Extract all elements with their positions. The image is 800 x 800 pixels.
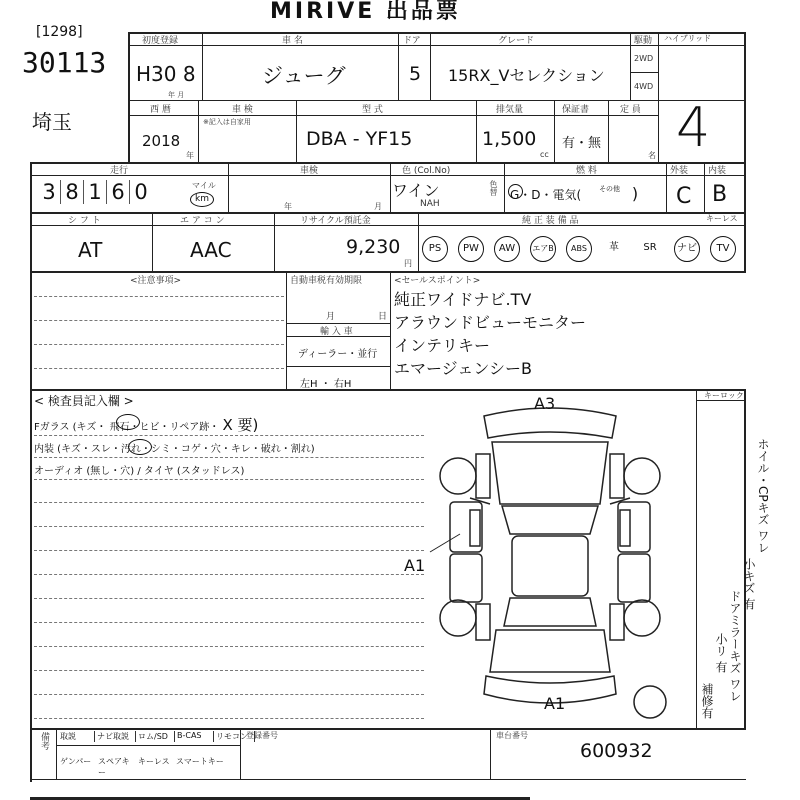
glass-stone-circle [116,414,140,430]
auto-tax-label: 自動車税有効期限 [290,276,363,286]
ext-value: C [676,184,692,209]
fuel-g-circle [508,184,523,199]
side-note: ドアミラーキズ ワレ [728,590,742,702]
equip-label: 純 正 装 備 品 [522,216,579,226]
recycle-unit: 円 [404,259,412,268]
footer-items-top [58,731,255,742]
warranty-value: 有・無 [562,136,602,151]
footer-item: リモコン [214,731,255,742]
shift-value: AT [78,238,103,262]
footer-item: ロム/SD [136,731,175,742]
equip-item: PW [458,236,484,262]
chassis-label: 車検 [300,166,319,176]
drive-small: ハイブリッド [664,34,712,43]
equip-item: 革 [609,242,619,253]
car-name-label: 車 名 [282,36,303,46]
side-note: 補修有 [700,683,714,719]
inspection-label: < 検査員記入欄 > [34,394,134,408]
side-notes [700,438,770,728]
glass-line-text: Fガラス (キズ・ 飛石・ヒビ・リペア跡・ [34,422,220,433]
int-value: B [712,182,728,207]
fuel-label: 燃 料 [576,166,597,176]
door-value: 5 [409,63,422,85]
disp-unit: cc [540,150,549,159]
inspection-line-audio: オーディオ (無し・穴) / タイヤ (スタッドレス) [34,466,245,477]
auto-tax-day: 日 [378,312,388,322]
footer-item: ナビ取説 [95,731,136,742]
auto-tax-month: 月 [326,312,336,322]
footer-item: スマートキー [176,757,224,766]
chassis-no-value: 600932 [580,740,653,762]
model-value: DBA - YF15 [306,128,413,150]
first-reg-label: 初度登録 [142,36,179,46]
fuel-other: その他 [599,185,621,193]
side-note: ホイル・CPキズ ワレ [756,438,770,554]
equip-item: AW [494,236,520,262]
steering: 左H ・ 右H [300,379,352,390]
equip-item: SR [643,242,657,253]
ext-label: 外装 [670,166,689,176]
month-unit: 月 [374,202,382,211]
footer-item: ゲンパー [60,757,92,766]
shaken-label: 車 検 [232,105,253,115]
fuel-close: ) [631,184,639,203]
region: 埼玉 [32,110,72,134]
mileage-unit-km: km [190,192,214,207]
mark-a1-left: A1 [404,556,426,575]
first-reg-value: H30 8 [136,62,196,86]
mileage-digit: 1 [84,180,107,204]
remarks-label: 備考 [39,732,49,750]
year-unit: 年 [284,202,292,211]
seireki-nen: 年 [186,151,194,160]
side-note: 小キズ 有 [742,558,756,610]
doc-title: MIRIVE 出品票 [270,0,461,24]
disp-value: 1,500 [482,128,537,150]
seireki-label: 西 暦 [150,105,171,115]
sales-point: インテリキー [394,336,491,355]
recycle-value: 9,230 [346,236,401,258]
footer-items-bottom [58,756,224,778]
sales-points [394,288,586,380]
capacity-unit: 名 [648,151,656,160]
equipment-row [422,234,744,264]
interior-dirt-circle [128,439,152,455]
mileage-digit: 6 [107,180,130,204]
inspection-line-interior: 内装 (キズ・スレ・汚れ・シミ・コゲ・穴・キレ・破れ・割れ) [34,444,315,455]
sales-label: <セールスポイント> [394,276,481,286]
keyless-label: キーレス [706,214,738,223]
handwritten-grade: 4 [676,96,711,159]
keylock-label: キーロック [704,391,744,400]
mileage-digits [38,180,152,204]
caution-label: <注意事項> [130,276,182,286]
car-diagram [420,394,680,728]
recycle-label: リサイクル預託金 [300,216,371,226]
fuel-value [510,184,638,203]
shaken-note: ※記入は自家用 [203,118,251,126]
lot-bracket: [1298] [36,24,83,40]
ac-label: エ ア コ ン [180,216,225,226]
mileage-unit-mile: マイル [192,181,216,190]
equip-item: PS [422,236,448,262]
color-code: NAH [420,199,440,209]
int-label: 内装 [708,166,727,176]
capacity-label: 定 員 [620,105,641,115]
import-dealer: ディーラー・並行 [298,349,378,360]
equip-item: TV [710,236,736,262]
color-value: ワイン [392,181,440,200]
color-change-label: 色替 [489,180,498,196]
mileage-digit: 0 [134,180,148,204]
disp-label: 排気量 [496,105,524,115]
sales-point: 純正ワイドナビ.TV [394,290,532,309]
model-label: 型 式 [362,105,383,115]
mileage-digit: 8 [61,180,84,204]
ac-value: AAC [190,238,232,262]
mark-a3: A3 [534,394,556,413]
equip-item: ABS [566,236,592,262]
equip-item: ナビ [674,236,700,262]
drive-label: 駆動 [634,36,653,46]
reg-no-label: 登録番号 [246,731,278,740]
side-note: 小リ 有 [714,633,728,673]
grade-label: グレード [498,36,535,46]
warranty-label: 保証書 [562,105,590,115]
glass-note: X 要) [222,416,259,434]
lot-number: 30113 [22,46,107,79]
drive-4wd: 4WD [634,82,654,91]
footer-item: B-CAS [175,731,214,742]
grade-value: 15RX_Vセレクション [448,66,605,85]
footer-item: 取説 [58,731,95,742]
seireki-value: 2018 [142,132,181,150]
mileage-label: 走行 [110,166,129,176]
shift-label: シ フ ト [68,216,101,226]
import-label: 輸 入 車 [320,327,353,337]
door-label: ドア [403,36,421,46]
sales-point: エマージェンシーB [394,359,532,378]
drive-2wd: 2WD [634,54,654,63]
equip-item: エアB [530,236,556,262]
inspection-line-glass [34,414,258,435]
car-name-value: ジューグ [262,64,346,88]
chassis-no-label: 車台番号 [496,731,528,740]
footer-item: スペアキー [98,757,130,777]
color-label: 色 (Col.No) [402,166,451,176]
sales-point: アラウンドビューモニター [394,313,587,332]
mileage-digit: 3 [38,180,61,204]
mark-a1-bottom: A1 [544,694,566,713]
fuel-options: G・D・電気( [510,188,582,202]
footer-item: キーレス [138,757,170,766]
first-reg-units: 年 月 [168,91,185,99]
